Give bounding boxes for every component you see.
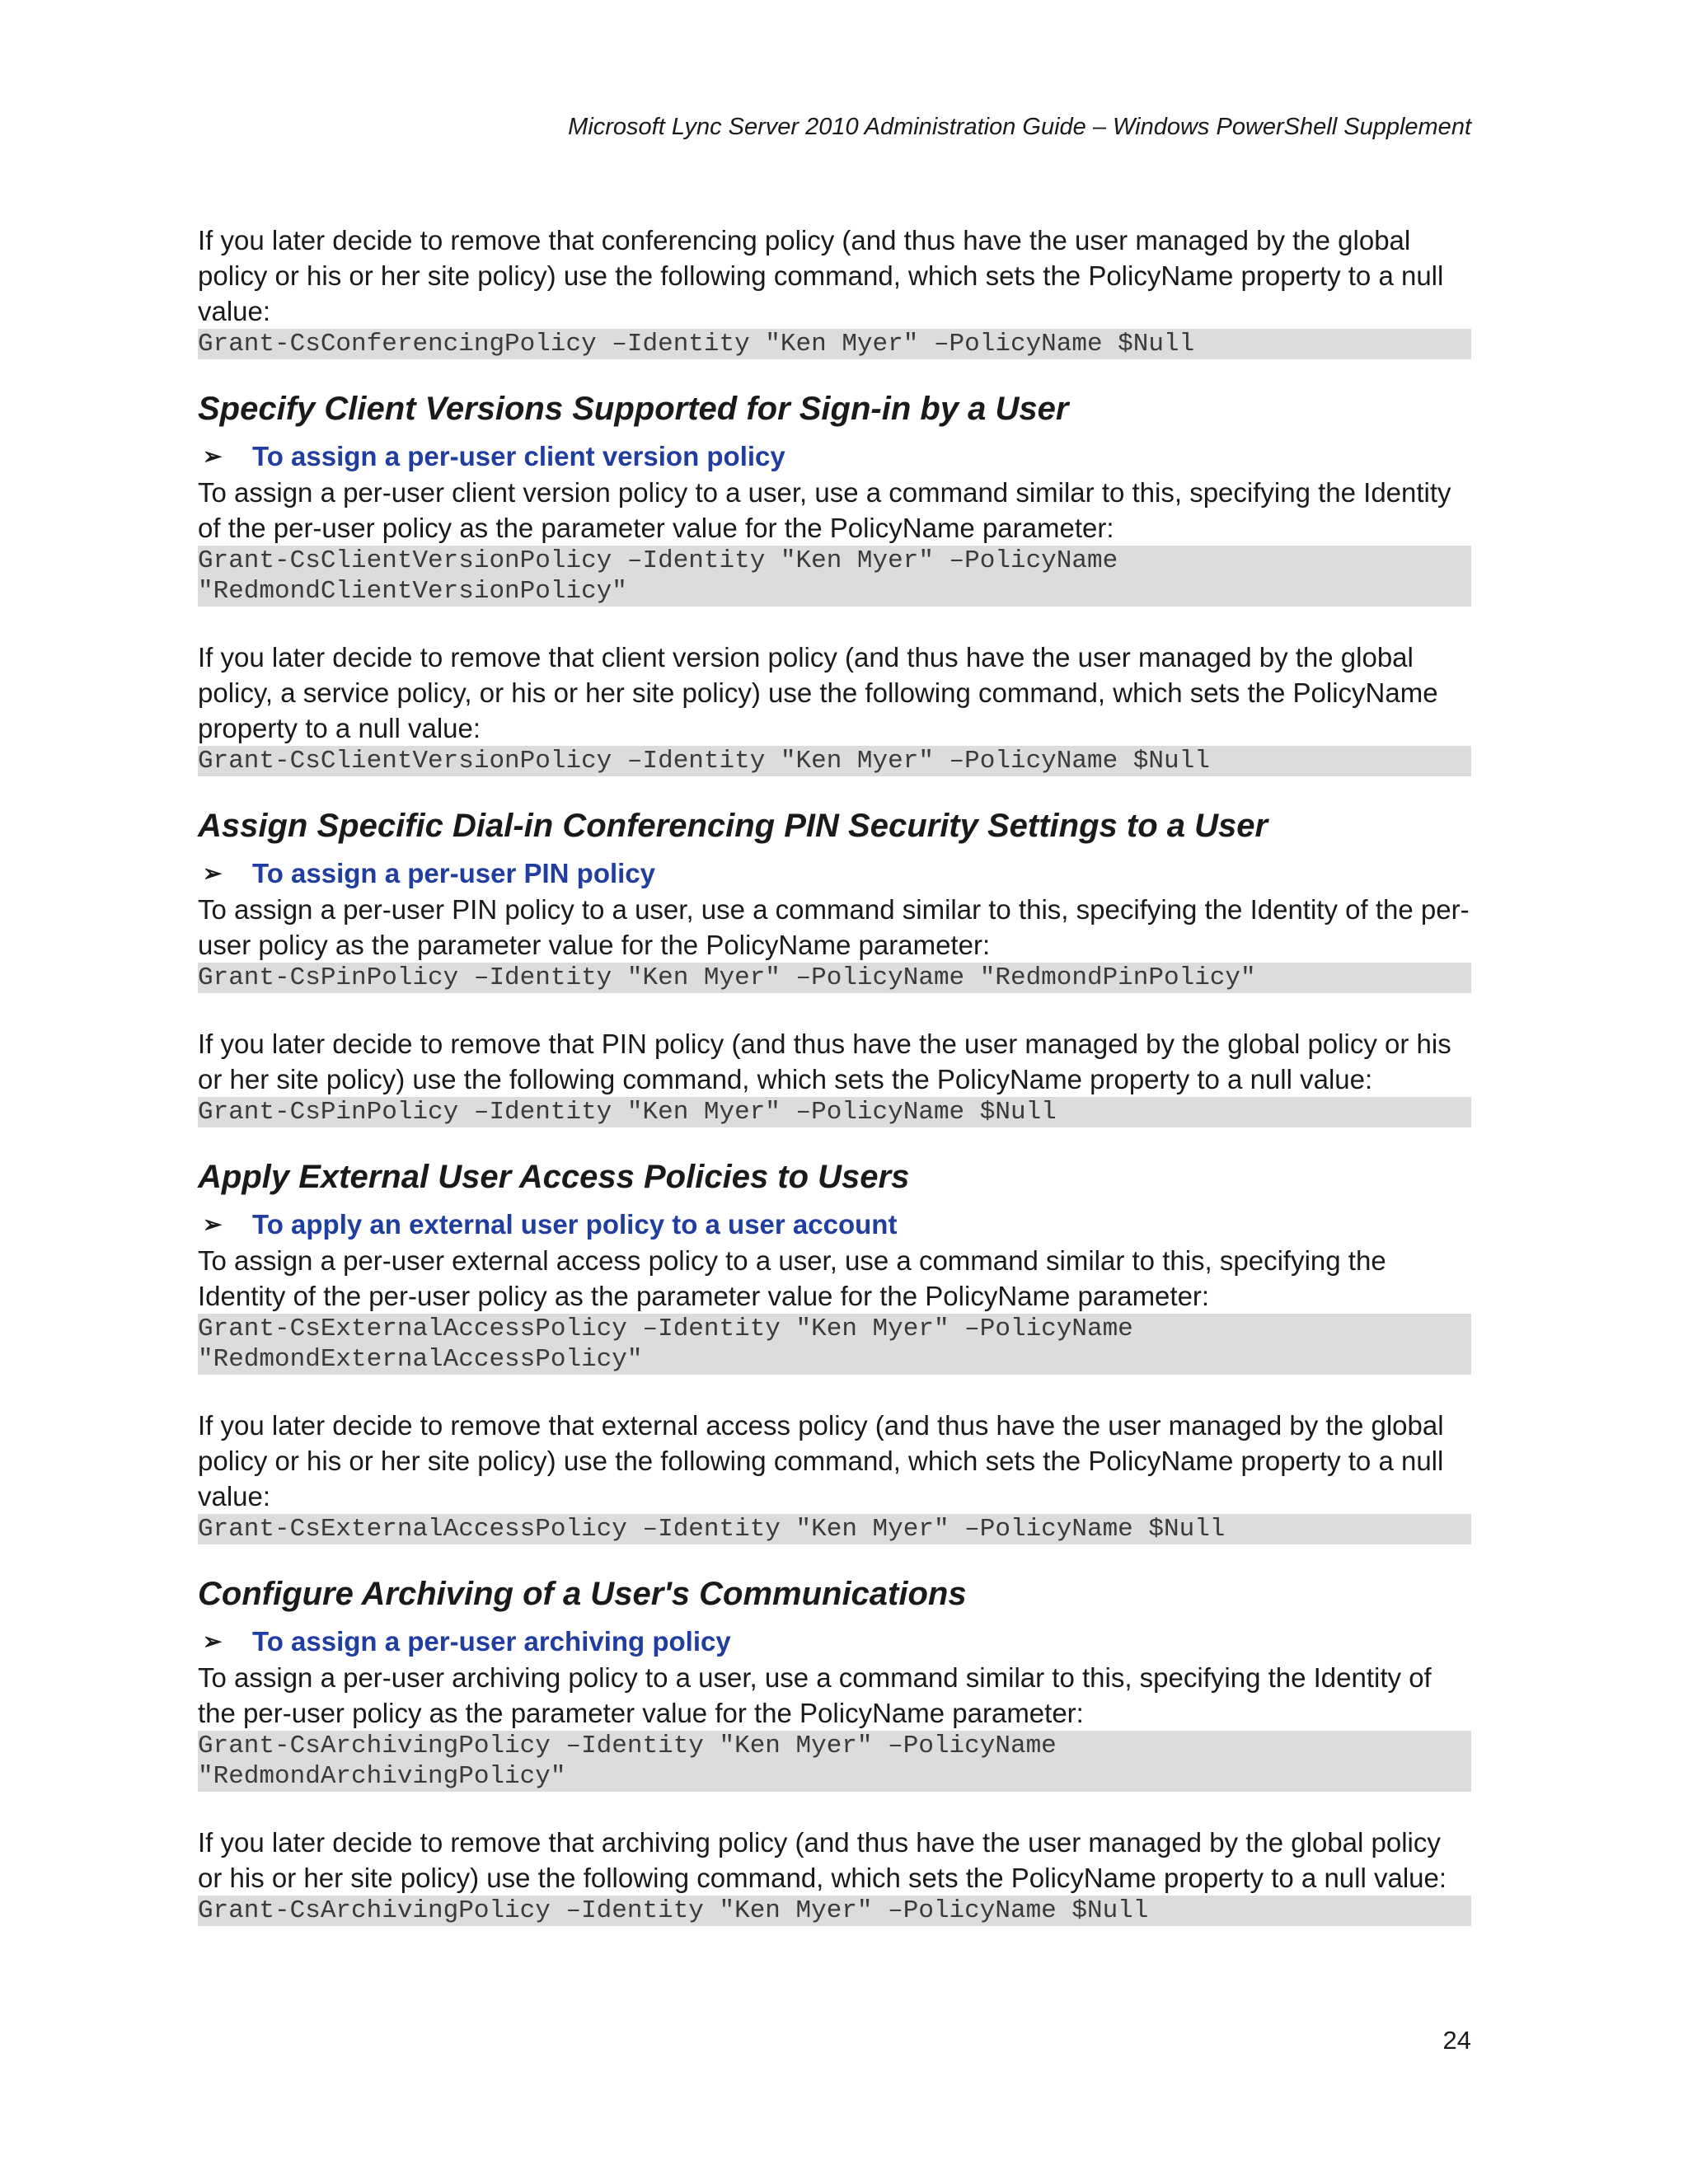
code-block: Grant-CsExternalAccessPolicy –Identity "Ken Myer" –PolicyName "RedmondExternalAccessPolicy" xyxy=(198,1314,1471,1375)
procedure-heading xyxy=(198,440,1471,473)
code-block: Grant-CsClientVersionPolicy –Identity "Ken Myer" –PolicyName "RedmondClientVersionPolicy" xyxy=(198,546,1471,607)
document-page xyxy=(198,0,1471,2184)
arrowhead-bullet-icon: ➢ xyxy=(203,860,223,886)
code-block: Grant-CsExternalAccessPolicy –Identity "Ken Myer" –PolicyName $Null xyxy=(198,1514,1471,1544)
procedure-heading xyxy=(198,1625,1471,1658)
page-content xyxy=(198,223,1471,1926)
code-block: Grant-CsPinPolicy –Identity "Ken Myer" –PolicyName $Null xyxy=(198,1097,1471,1127)
arrowhead-bullet-icon: ➢ xyxy=(203,443,223,469)
procedure-title: To apply an external user policy to a user account xyxy=(252,1209,898,1240)
assign-paragraph: To assign a per-user archiving policy to a user, use a command similar to this, specifying the Identity of the per-user policy as the parameter value for the PolicyName parameter: xyxy=(198,1662,1432,1728)
remove-paragraph: If you later decide to remove that external access policy (and thus have the user managed by the global policy or his or her site policy) use the following command, which sets the PolicyName property to a null value: xyxy=(198,1410,1444,1511)
remove-paragraph: If you later decide to remove that archiving policy (and thus have the user managed by the global policy or his or her site policy) use the following command, which sets the PolicyName property to a null value: xyxy=(198,1827,1447,1893)
section-heading: Apply External User Access Policies to Users xyxy=(198,1159,910,1195)
assign-paragraph: To assign a per-user external access policy to a user, use a command similar to this, specifying the Identity of the per-user policy as the parameter value for the PolicyName parameter: xyxy=(198,1245,1386,1311)
procedure-title: To assign a per-user client version policy xyxy=(252,441,785,471)
assign-paragraph: To assign a per-user client version policy to a user, use a command similar to this, specifying the Identity of the per-user policy as the parameter value for the PolicyName parameter: xyxy=(198,477,1451,543)
procedure-title: To assign a per-user archiving policy xyxy=(252,1626,731,1657)
section-heading: Specify Client Versions Supported for Sign-in by a User xyxy=(198,391,1069,427)
assign-paragraph: To assign a per-user PIN policy to a user, use a command similar to this, specifying the Identity of the per-user policy as the parameter value for the PolicyName parameter: xyxy=(198,894,1470,960)
procedure-title: To assign a per-user PIN policy xyxy=(252,858,656,888)
arrowhead-bullet-icon: ➢ xyxy=(203,1212,223,1237)
section-heading: Configure Archiving of a User's Communications xyxy=(198,1576,967,1612)
code-block: Grant-CsArchivingPolicy –Identity "Ken Myer" –PolicyName "RedmondArchivingPolicy" xyxy=(198,1731,1471,1792)
page-number: 24 xyxy=(1442,2026,1471,2055)
running-header: Microsoft Lync Server 2010 Administration Guide – Windows PowerShell Supplement xyxy=(568,114,1471,140)
remove-paragraph: If you later decide to remove that PIN policy (and thus have the user managed by the global policy or his or her site policy) use the following command, which sets the PolicyName property to a null value: xyxy=(198,1029,1451,1094)
intro-paragraph: If you later decide to remove that conferencing policy (and thus have the user managed by the global policy or his or her site policy) use the following command, which sets the PolicyName property to a null value: xyxy=(198,225,1444,326)
code-block: Grant-CsPinPolicy –Identity "Ken Myer" –PolicyName "RedmondPinPolicy" xyxy=(198,963,1471,993)
section-heading: Assign Specific Dial-in Conferencing PIN Security Settings to a User xyxy=(198,808,1268,844)
arrowhead-bullet-icon: ➢ xyxy=(203,1629,223,1654)
code-block: Grant-CsClientVersionPolicy –Identity "Ken Myer" –PolicyName $Null xyxy=(198,746,1471,776)
code-block: Grant-CsConferencingPolicy –Identity "Ken Myer" –PolicyName $Null xyxy=(198,329,1471,359)
remove-paragraph: If you later decide to remove that client version policy (and thus have the user managed by the global policy, a service policy, or his or her site policy) use the following command, which sets the PolicyName property to a null value: xyxy=(198,642,1438,743)
procedure-heading xyxy=(198,1208,1471,1241)
procedure-heading xyxy=(198,857,1471,890)
code-block: Grant-CsArchivingPolicy –Identity "Ken Myer" –PolicyName $Null xyxy=(198,1896,1471,1926)
